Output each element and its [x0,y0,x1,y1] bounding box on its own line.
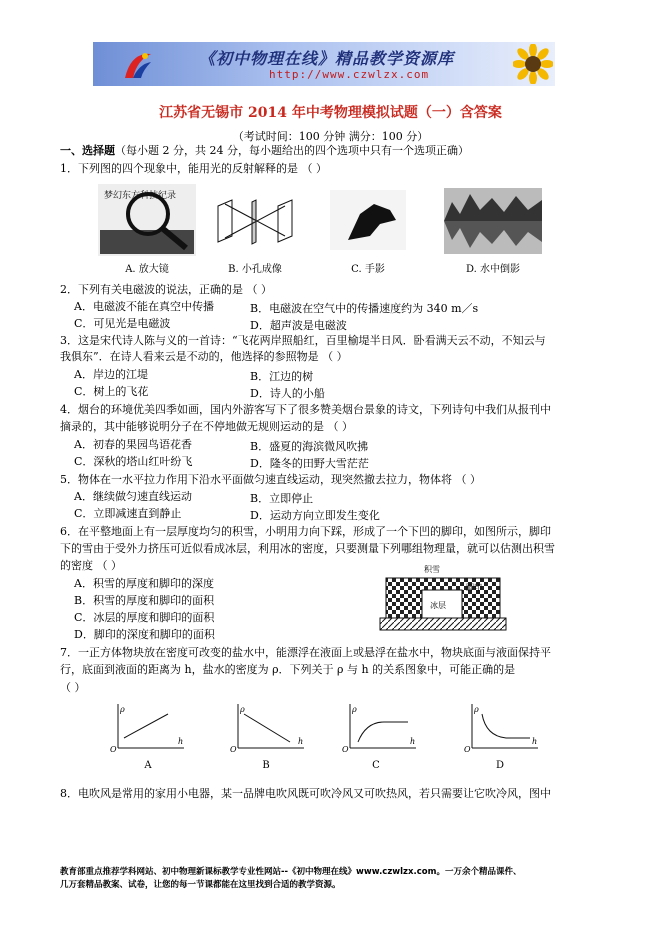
page-title: 江苏省无锡市 2014 年中考物理模拟试题（一）含答案 [159,105,502,121]
q6-option-b: B．积雪的厚度和脚印的面积 [74,594,215,607]
section-heading-label: 一、选择题 [60,144,115,157]
q1-stem: 1．下列图的四个现象中，能用光的反射解释的是 （ ） [60,162,327,175]
q2-option-b: B．电磁波在空气中的传播速度约为 340 m／s [250,302,479,315]
page-footer [60,866,521,892]
q5-option-b: B．立即停止 [250,492,314,505]
q3-stem-2: 我俱东”．在诗人看来云是不动的，他选择的参照物是 （ ） [60,350,348,363]
q4-stem-1: 4．烟台的环境优美四季如画，国内外游客写下了很多赞美烟台景象的诗文，下列诗句中我们从报刊中 [60,403,551,416]
q5-option-a: A．继续做匀速直线运动 [74,490,192,503]
q7-graph-d-o: O [464,745,471,752]
q6-label-snow: 积雪 [424,565,440,574]
q7-graph-b-o: O [230,745,237,752]
q7-graph-b-y: ρ [240,705,245,714]
q6-footprint-figure [376,562,510,634]
q3-option-a: A．岸边的江堤 [74,368,148,381]
q8-stem: 8．电吹风是常用的家用小电器，某一品牌电吹风既可吹冷风又可吹热风，若只需要让它吹冷风，图中 [60,787,551,800]
site-logo-icon [121,48,155,82]
q1-image-magnifier [98,184,196,256]
q7-graph-b-x: h [298,737,304,746]
q7-graph-d [462,702,542,752]
footer-line-2: 几万套精品教案、试卷，让您的每一节课都能在这里找到合适的教学资源。 [60,880,341,890]
q4-stem-2: 摘录的，其中能够说明分子在不停地做无规则运动的是 （ ） [60,420,353,433]
q7-stem-2: 行，底面到液面的距离为 h，盐水的密度为 ρ．下列关于 ρ 与 h 的关系图象中，可能正确的是 [60,663,516,676]
q6-stem-3: 的密度 （ ） [60,559,122,572]
q7-graph-a-o: O [110,745,117,752]
q1-image-hand-shadow [330,190,406,250]
q6-label-footprint: 脚印 [466,583,482,592]
q7-graph-label-b: B [262,760,270,771]
q7-graph-c-x: h [410,737,416,746]
q7-graph-a-y: ρ [120,705,125,714]
q3-stem-1: 3．这是宋代诗人陈与义的一首诗：“飞花两岸照船红，百里榆堤半日风．卧看满天云不动，不知云与 [60,334,546,347]
q7-graph-d-y: ρ [474,705,479,714]
q4-option-c: C．深秋的塔山红叶纷飞 [74,455,193,468]
q5-option-d: D．运动方向立即发生变化 [250,509,380,522]
exam-info: （考试时间：100 分钟 满分：100 分） [232,130,429,143]
q7-graph-a [108,702,188,752]
q1-caption-b: B. 小孔成像 [228,264,282,275]
q1-image-reflection [444,188,542,254]
q6-option-a: A．积雪的厚度和脚印的深度 [74,577,214,590]
q2-option-a: A．电磁波不能在真空中传播 [74,300,214,313]
q7-graph-b [228,702,308,752]
header-banner [93,42,555,86]
q2-stem: 2．下列有关电磁波的说法，正确的是 （ ） [60,283,272,296]
q3-option-c: C．树上的飞花 [74,385,149,398]
q5-option-c: C．立即减速直到静止 [74,507,182,520]
q7-graph-label-a: A [144,760,152,771]
q5-stem: 5．物体在一水平拉力作用下沿水平面做匀速直线运动，现突然撤去拉力，物体将 （ ） [60,473,481,486]
q3-option-d: D．诗人的小船 [250,387,325,400]
q6-option-d: D．脚印的深度和脚印的面积 [74,628,215,641]
q6-stem-1: 6．在平整地面上有一层厚度均匀的积雪，小明用力向下踩，形成了一个下凹的脚印，如图所示，脚印 [60,525,551,538]
banner-title: 《初中物理在线》精品教学资源库 [199,49,455,68]
q2-option-c: C．可见光是电磁波 [74,317,171,330]
q7-graph-a-x: h [178,737,184,746]
q4-option-b: B．盛夏的海滨微风吹拂 [250,440,369,453]
q7-graph-c [340,702,420,752]
q1-image-pinhole [212,196,296,246]
q6-option-c: C．冰层的厚度和脚印的面积 [74,611,215,624]
q7-graph-label-c: C [372,760,380,771]
section-instructions: （每小题 2 分，共 24 分，每小题给出的四个选项中只有一个选项正确） [115,144,469,157]
sunflower-icon [513,44,553,84]
q7-stem-1: 7．一正方体物块放在密度可改变的盐水中，能漂浮在液面上或悬浮在盐水中，物块底面与液面保持平 [60,646,551,659]
q1-caption-a: A. 放大镜 [125,264,169,275]
section-heading [60,144,469,158]
q4-option-a: A．初春的果园鸟语花香 [74,438,192,451]
q1-caption-c: C. 手影 [351,264,385,275]
banner-url[interactable]: http://www.czwlzx.com [269,68,430,81]
q4-option-d: D．隆冬的田野大雪茫茫 [250,457,369,470]
q2-option-d: D．超声波是电磁波 [250,319,347,332]
q6-label-ice: 冰层 [430,601,446,610]
q7-stem-3: （ ） [60,681,86,694]
q1-caption-d: D. 水中倒影 [465,264,521,275]
footer-line-1: 教育部重点推荐学科网站、初中物理新课标教学专业性网站--《初中物理在线》www.czwlzx.com。一万余个精品课件、 [60,867,522,877]
q7-graph-c-y: ρ [352,705,357,714]
q7-graph-d-x: h [532,737,538,746]
q1-image-a-text: 梦幻东方科技纪录 [104,191,177,201]
q6-stem-2: 下的雪由于受外力挤压可近似看成冰层，利用冰的密度，只要测量下列哪组物理量，就可以估测出积雪 [60,542,555,555]
q3-option-b: B．江边的树 [250,370,314,383]
q7-graph-c-o: O [342,745,349,752]
q7-graph-label-d: D [495,760,505,771]
